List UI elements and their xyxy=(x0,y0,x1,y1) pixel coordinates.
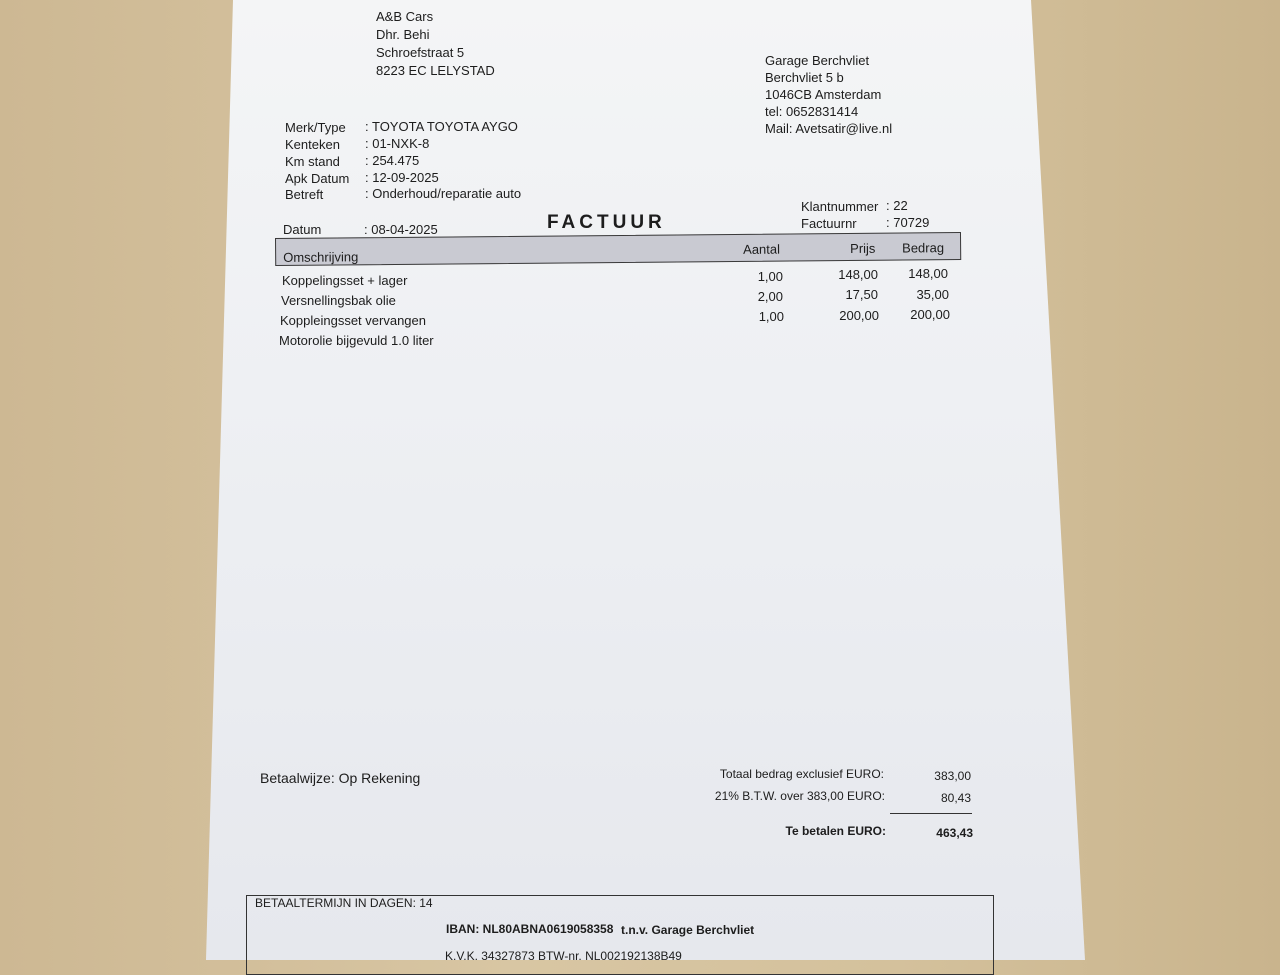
row-amount: 200,00 xyxy=(910,307,950,322)
amount-due-label: Te betalen EURO: xyxy=(785,824,886,838)
row-quantity: 1,00 xyxy=(758,309,784,324)
invoice-title: FACTUUR xyxy=(547,212,666,233)
row-description: Versnellingsbak olie xyxy=(281,293,396,308)
row-price: 200,00 xyxy=(839,308,879,323)
customer-number-label: Klantnummer xyxy=(801,199,879,214)
customer-number-value: : 22 xyxy=(886,198,908,213)
row-quantity: 1,00 xyxy=(757,269,783,284)
row-amount: 148,00 xyxy=(908,266,948,281)
row-quantity: 2,00 xyxy=(757,289,783,304)
total-excl-value: 383,00 xyxy=(934,769,971,783)
garage-line: Berchvliet 5 b xyxy=(765,70,844,85)
account-holder: t.n.v. Garage Berchvliet xyxy=(621,923,755,937)
payment-term: BETAALTERMIJN IN DAGEN: 14 xyxy=(255,896,433,910)
vehicle-value: : 12-09-2025 xyxy=(365,170,439,185)
garage-line: 1046CB Amsterdam xyxy=(765,87,882,102)
totals-divider xyxy=(890,813,972,814)
vehicle-label: Kenteken xyxy=(285,137,340,152)
garage-line: Garage Berchvliet xyxy=(765,53,870,68)
garage-line: Mail: Avetsatir@live.nl xyxy=(765,121,893,136)
table-header xyxy=(275,232,961,266)
sender-line: Dhr. Behi xyxy=(376,27,430,42)
date-label: Datum xyxy=(283,222,322,237)
vehicle-value: : TOYOTA TOYOTA AYGO xyxy=(365,119,518,134)
vehicle-label: Apk Datum xyxy=(285,171,350,186)
vehicle-value: : 254.475 xyxy=(365,153,420,168)
vehicle-label: Betreft xyxy=(285,187,324,202)
row-description: Koppleingsset vervangen xyxy=(280,313,426,328)
header-amount: Bedrag xyxy=(902,240,945,256)
vehicle-value: : Onderhoud/reparatie auto xyxy=(365,186,522,201)
header-description: Omschrijving xyxy=(283,249,359,265)
vat-value: 80,43 xyxy=(940,791,971,805)
date-value: : 08-04-2025 xyxy=(364,222,438,237)
iban: IBAN: NL80ABNA0619058358 xyxy=(446,922,614,936)
invoice-number-value: : 70729 xyxy=(886,215,930,230)
sender-line: 8223 EC LELYSTAD xyxy=(376,63,495,78)
garage-line: tel: 0652831414 xyxy=(765,104,859,119)
amount-due-value: 463,43 xyxy=(936,826,973,840)
row-price: 17,50 xyxy=(845,287,878,302)
vehicle-label: Km stand xyxy=(285,154,340,169)
header-quantity: Aantal xyxy=(743,241,781,257)
row-price: 148,00 xyxy=(838,267,878,282)
invoice-number-label: Factuurnr xyxy=(801,216,857,231)
total-excl-label: Totaal bedrag exclusief EURO: xyxy=(719,767,884,781)
vehicle-label: Merk/Type xyxy=(285,120,346,135)
sender-line: A&B Cars xyxy=(376,9,434,24)
kvk-btw: K.V.K. 34327873 BTW-nr. NL002192138B49 xyxy=(445,949,682,963)
vehicle-value: : 01-NXK-8 xyxy=(365,136,430,151)
row-amount: 35,00 xyxy=(916,287,949,302)
payment-method: Betaalwijze: Op Rekening xyxy=(260,770,421,786)
sender-line: Schroefstraat 5 xyxy=(376,45,465,60)
vat-label: 21% B.T.W. over 383,00 EURO: xyxy=(714,789,885,803)
row-description: Motorolie bijgevuld 1.0 liter xyxy=(279,333,434,348)
row-description: Koppelingsset + lager xyxy=(282,273,408,288)
header-price: Prijs xyxy=(850,240,876,256)
